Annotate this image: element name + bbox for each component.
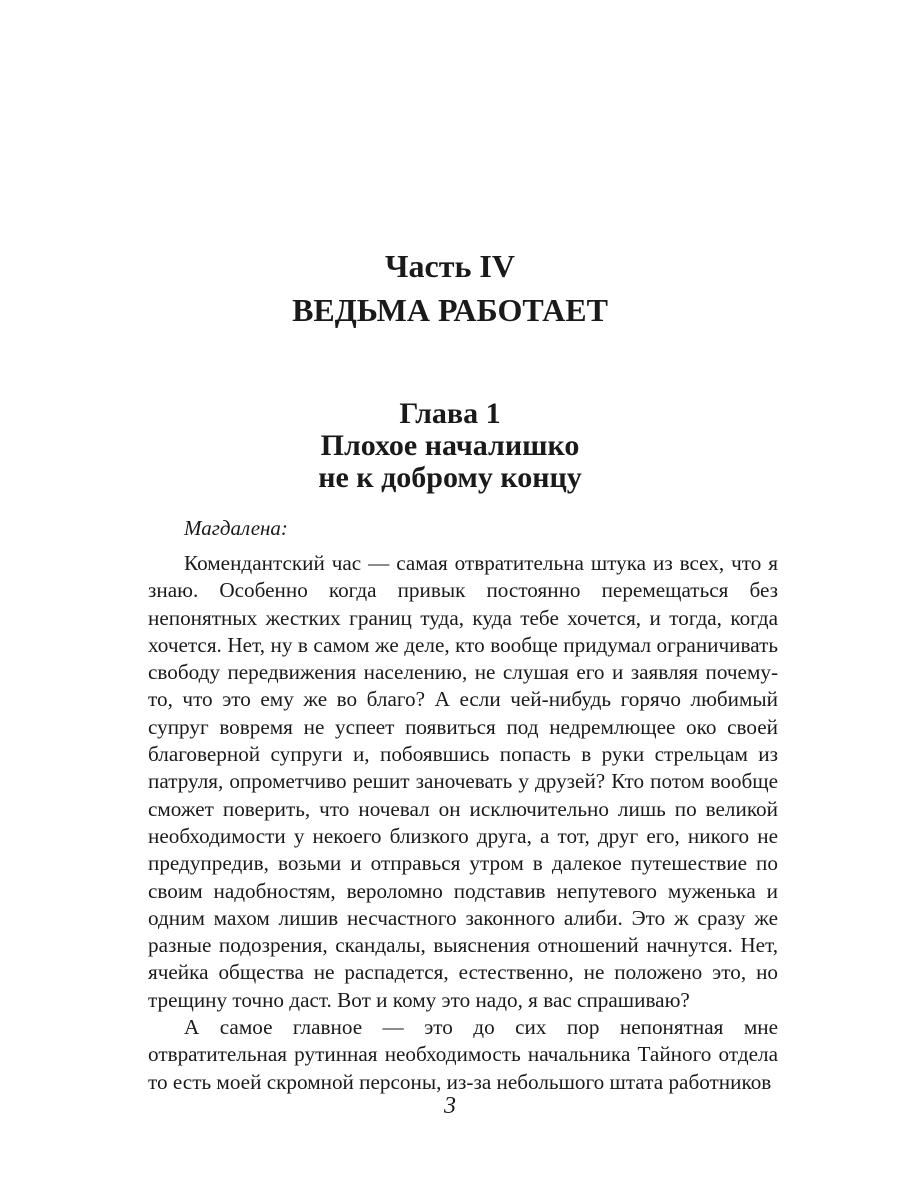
part-heading — [0, 246, 900, 330]
paragraph: Комендантский час — самая отвратительна штука из всех, что я знаю. Особенно когда привык постоянно перемещаться без непонятных жестких границ туда, куда тебе хочется, и тогда, когда хочется. Нет, ну в самом же деле, кто вообще придумал ограничивать свободу передвижения населению, не слушая его и заявляя почему-то, что это ему же во благо? А если чей-нибудь горячо любимый супруг вовремя не успеет появиться под недремлющее око своей благоверной супруги и, побоявшись попасть в руки стрельцам из патруля, опрометчиво решит заночевать у друзей? Кто потом вообще сможет поверить, что ночевал он исключительно лишь по великой необходимости у некоего близкого друга, а тот, друг его, никого не предупредив, возьми и отправься утром в далекое путешествие по своим надобностям, вероломно подставив непутевого муженька и одним махом лишив несчастного законного алиби. Это ж сразу же разные подозрения, скандалы, выяснения отношений начнутся. Нет, ячейка общества не распадется, естественно, не положено это, но трещину точно даст. Вот и кому это надо, я вас спрашиваю? — [148, 551, 778, 1012]
body-text — [148, 550, 778, 1096]
paragraph: А самое главное — это до сих пор непонятная мне отвратительная рутинная необходимость начальника Тайного отдела то есть моей скромной персоны, из-за небольшого штата работников — [148, 1015, 778, 1094]
page-number: 3 — [444, 1093, 456, 1119]
part-title: ВЕДЬМА РАБОТАЕТ — [292, 292, 608, 328]
chapter-number: Глава 1 — [399, 397, 501, 430]
part-number: Часть IV — [385, 248, 515, 284]
chapter-title-line-1: Плохое началишко — [320, 429, 580, 462]
chapter-title-line-2: не к доброму концу — [318, 461, 582, 494]
speaker-label: Магдалена: — [184, 516, 288, 540]
chapter-heading — [0, 398, 900, 494]
